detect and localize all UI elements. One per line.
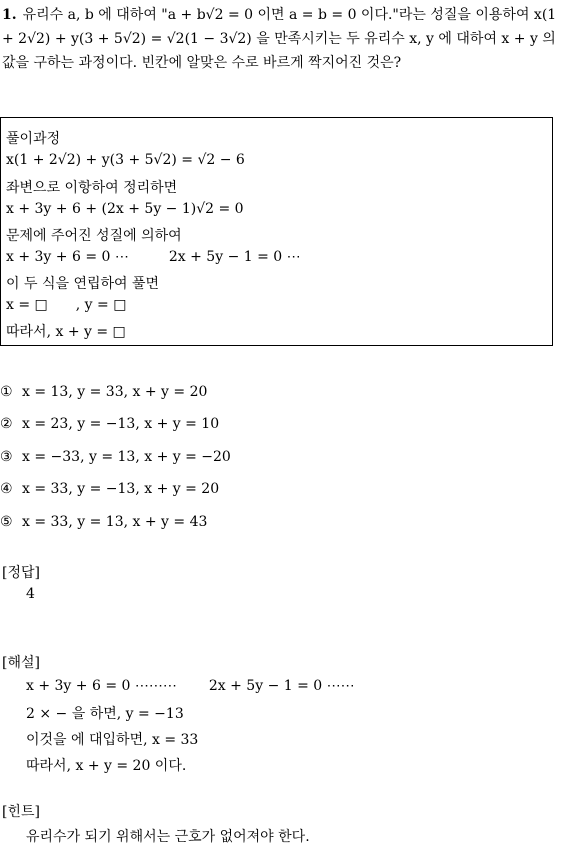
solution-line-1: x(1 + 2√2) + y(3 + 5√2) = √2 − 6	[6, 152, 245, 168]
choice-number: ③	[0, 449, 13, 465]
solution-line-5	[6, 249, 301, 265]
solution-line-2: 좌변으로 이항하여 정리하면	[6, 180, 178, 196]
solution-title: 풀이과정	[6, 131, 61, 147]
solution-box	[0, 117, 553, 346]
blank-x: x = □	[6, 297, 48, 313]
choice-1[interactable]	[0, 384, 207, 400]
question-text: 유리수 a, b 에 대하여 "a + b√2 = 0 이면 a = b = 0 이다."라는 성질을 이용하여 x(1 + 2√2) + y(3 + 5√2) = √2(1 − 3√2) 을 만족시키는 두 유리수 x, y 에 대하여 x + y 의 값을 구하는 과정이다. 빈칸에 알맞은 수로 바르게 짝지어진 것은?	[2, 7, 557, 71]
choice-text: x = 23, y = −13, x + y = 10	[22, 416, 220, 432]
answer-value: 4	[26, 586, 35, 602]
choice-5[interactable]	[0, 514, 207, 530]
explanation-line-1: x + 3y + 6 = 0 ⋯⋯⋯ 2x + 5y − 1 = 0 ⋯⋯	[26, 678, 355, 694]
choice-number: ①	[0, 384, 13, 400]
solution-line-3: x + 3y + 6 + (2x + 5y − 1)√2 = 0	[6, 201, 244, 217]
choice-number: ④	[0, 481, 13, 497]
choice-2[interactable]	[0, 416, 219, 432]
choice-text: x = 33, y = −13, x + y = 20	[22, 481, 220, 497]
choice-4[interactable]	[0, 481, 219, 497]
solution-line-6: 이 두 식을 연립하여 풀면	[6, 276, 160, 292]
equation-2: 2x + 5y − 1 = 0 ⋯	[168, 249, 301, 265]
choice-text: x = −33, y = 13, x + y = −20	[22, 449, 231, 465]
choice-text: x = 33, y = 13, x + y = 43	[22, 514, 208, 530]
answer-label: [정답]	[2, 565, 40, 581]
solution-line-7	[6, 297, 126, 313]
explanation-line-2: 2 × − 을 하면, y = −13	[26, 706, 184, 722]
choice-number: ⑤	[0, 514, 13, 530]
explanation-label: [해설]	[2, 655, 40, 671]
explanation-line-4: 따라서, x + y = 20 이다.	[26, 758, 187, 774]
choice-3[interactable]	[0, 449, 231, 465]
hint-label: [힌트]	[2, 804, 40, 820]
blank-y: , y = □	[75, 297, 127, 313]
explanation-line-3: 이것을 에 대입하면, x = 33	[26, 732, 199, 748]
solution-line-8: 따라서, x + y = □	[6, 324, 126, 340]
equation-1: x + 3y + 6 = 0 ⋯	[6, 249, 129, 265]
question-number: 1.	[2, 7, 17, 23]
choice-text: x = 13, y = 33, x + y = 20	[22, 384, 208, 400]
solution-line-4: 문제에 주어진 성질에 의하여	[6, 228, 182, 244]
question	[2, 3, 570, 75]
hint-text: 유리수가 되기 위해서는 근호가 없어져야 한다.	[26, 829, 310, 845]
choice-number: ②	[0, 416, 13, 432]
